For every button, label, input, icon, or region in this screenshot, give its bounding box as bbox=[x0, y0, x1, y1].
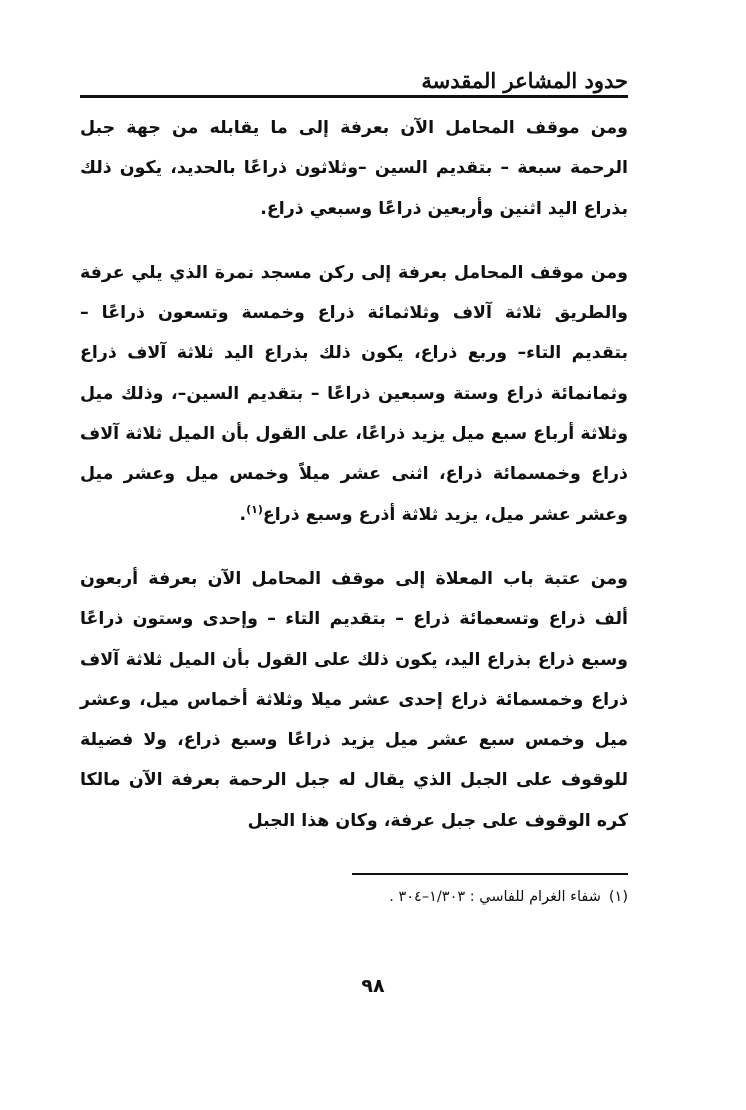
footnote-text: شفاء الغرام للفاسي : ١/٣٠٣–٣٠٤ . bbox=[389, 889, 601, 905]
paragraph-1 bbox=[80, 108, 628, 229]
header-title: حدود المشاعر المقدسة bbox=[421, 68, 628, 93]
running-header bbox=[80, 66, 628, 98]
footnote bbox=[328, 885, 628, 909]
body-text bbox=[80, 108, 628, 841]
paragraph-3 bbox=[80, 559, 628, 841]
paragraph-1-text: ومن موقف المحامل الآن بعرفة إلى ما يقابله من جهة جبل الرحمة سبعة – بتقديم السين –وثلاثون ذراعًا بالحديد، يكون ذلك بذراع اليد اثنين وأربعين ذراعًا وسبعي ذراع. bbox=[80, 118, 628, 219]
paragraph-2-end: . bbox=[239, 504, 247, 525]
footnote-number: (١) bbox=[608, 889, 628, 905]
page-number: ٩٨ bbox=[361, 975, 385, 997]
paragraph-2-text: ومن موقف المحامل بعرفة إلى ركن مسجد نمرة الذي يلي عرفة والطريق ثلاثة آلاف وثلاثمائة ذراع وخمسة وتسعون ذراعًا –بتقديم التاء– وربع ذراع، يكون ذلك بذراع اليد ثلاثة آلاف ذراع وثمانمائة ذراع وستة وسبعين ذراعًا – بتقديم السين–، وذلك ميل وثلاثة أرباع سبع ميل يزيد ذراعًا، على القول بأن الميل ثلاثة آلاف ذراع وخمسمائة ذراع، اثنى عشر ميلاً وخمس ميل وعشر ميل وعشر عشر ميل، يزيد ثلاثة أذرع وسبع ذراع bbox=[80, 262, 628, 525]
paragraph-2 bbox=[80, 253, 628, 535]
header-rule bbox=[80, 95, 628, 98]
paragraph-3-text: ومن عتبة باب المعلاة إلى موقف المحامل الآن بعرفة أربعون ألف ذراع وتسعمائة ذراع – بتقديم التاء – وإحدى وستون ذراعًا وسبع ذراع بذراع اليد، يكون ذلك على القول بأن الميل ثلاثة آلاف ذراع وخمسمائة ذراع إحدى عشر ميلا وثلاثة أخماس ميل، وعشر ميل وخمس سبع عشر ميل يزيد ذراعًا وسبع ذراع، ولا فضيلة للوقوف على الجبل الذي يقال له جبل الرحمة بعرفة الآن مالكا كره الوقوف على جبل عرفة، وكان هذا الجبل bbox=[80, 568, 628, 831]
footnote-rule bbox=[352, 873, 628, 875]
footnote-reference: (١) bbox=[246, 502, 263, 516]
